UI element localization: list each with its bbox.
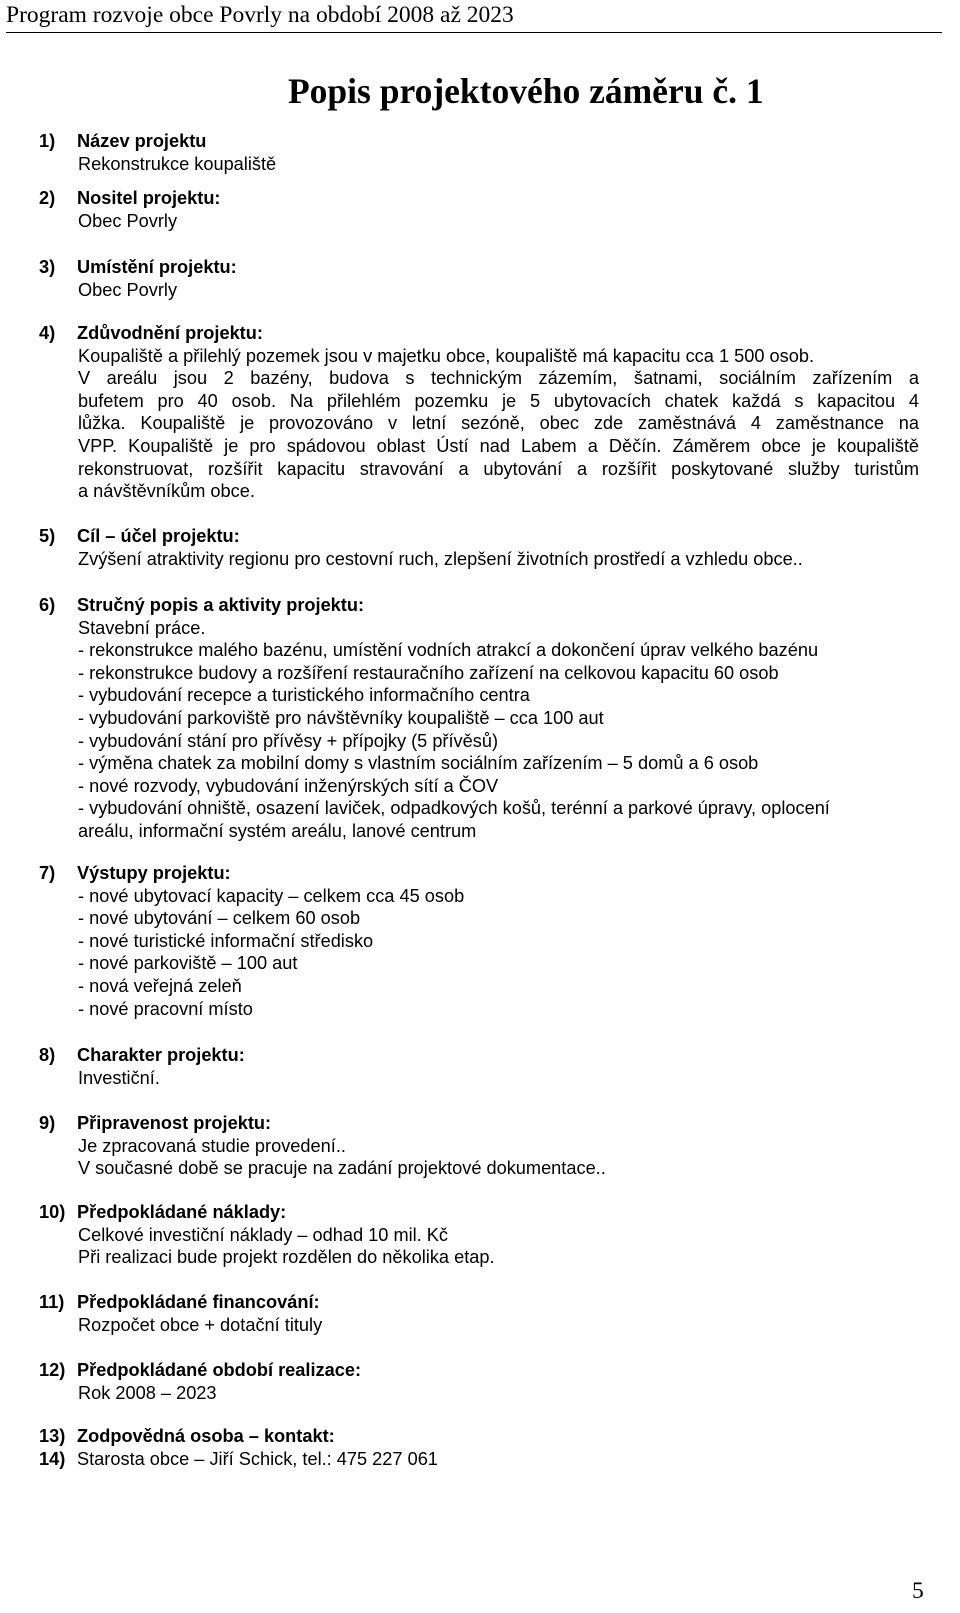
running-header: Program rozvoje obce Povrly na období 2008 až 2023: [6, 2, 514, 28]
list-item: - nové rozvody, vybudování inženýrských sítí a ČOV: [78, 775, 499, 796]
list-item: - vybudování recepce a turistického informačního centra: [78, 685, 530, 706]
body-line: rekonstruovat, rozšířit kapacitu stravování a ubytování a rozšířit poskytované služby turistům: [78, 458, 919, 479]
contact-text: Starosta obce – Jiří Schick, tel.: 475 227 061: [77, 1449, 438, 1469]
body-line: bufetem pro 40 osob. Na přilehlém pozemku je 5 ubytovacích chatek každá s kapacitou 4: [78, 390, 919, 411]
section-number: 3): [39, 257, 56, 277]
list-item: - rekonstrukce malého bazénu, umístění vodních atrakcí a dokončení úprav velkého bazénu: [78, 640, 819, 661]
section-number: 8): [39, 1045, 56, 1065]
body-line: Je zpracovaná studie provedení..: [78, 1135, 346, 1156]
section-number: 2): [39, 188, 56, 208]
list-item: - nové parkoviště – 100 aut: [78, 953, 298, 974]
section-3: [39, 256, 919, 301]
list-item: - nové turistické informační středisko: [78, 930, 374, 951]
section-4: [39, 322, 919, 503]
list-item: - vybudování ohniště, osazení laviček, odpadkových košů, terénní a parkové úpravy, oplocení: [78, 798, 830, 819]
section-heading: [39, 322, 919, 345]
section-heading: [39, 1291, 919, 1314]
section-body: [78, 1382, 919, 1405]
section-heading: [39, 187, 919, 210]
section-10: [39, 1201, 919, 1269]
section-title: Název projektu: [77, 131, 207, 151]
body-line: Obec Povrly: [78, 210, 178, 231]
section-number: 4): [39, 323, 56, 343]
body-line: Obec Povrly: [78, 279, 178, 300]
section-title: Cíl – účel projektu:: [77, 526, 240, 546]
body-line: Při realizaci bude projekt rozdělen do několika etap.: [78, 1247, 495, 1268]
page-number: 5: [912, 1578, 924, 1604]
section-title: Stručný popis a aktivity projektu:: [77, 595, 365, 615]
section-body: [78, 153, 919, 176]
list-item: - nová veřejná zeleň: [78, 975, 242, 996]
body-line: Celkové investiční náklady – odhad 10 mil. Kč: [78, 1224, 449, 1245]
list-item: - nové ubytovací kapacity – celkem cca 45 osob: [78, 885, 465, 906]
body-line: V areálu jsou 2 bazény, budova s technickým zázemím, šatnami, sociálním zařízením a: [78, 368, 919, 389]
list-item: areálu, informační systém areálu, lanové centrum: [78, 820, 477, 841]
section-12: [39, 1359, 919, 1404]
section-heading: [39, 1044, 919, 1067]
header-rule: [6, 32, 942, 33]
section-body: [78, 279, 919, 302]
section-title: Zdůvodnění projektu:: [77, 323, 263, 343]
section-title: Výstupy projektu:: [77, 863, 231, 883]
section-body: [78, 1067, 919, 1090]
section-title: Nositel projektu:: [77, 188, 221, 208]
section-body: [78, 885, 919, 1021]
list-item: - vybudování stání pro přívěsy + přípojky (5 přívěsů): [78, 730, 499, 751]
section-heading: [39, 256, 919, 279]
section-title: Připravenost projektu:: [77, 1113, 272, 1133]
section-8: [39, 1044, 919, 1089]
list-item: - vybudování parkoviště pro návštěvníky koupaliště – cca 100 aut: [78, 707, 604, 728]
section-body: [78, 1314, 919, 1337]
section-6: [39, 594, 919, 843]
body-line: Zvýšení atraktivity regionu pro cestovní ruch, zlepšení životních prostředí a vzhledu obce..: [78, 548, 803, 569]
body-line: Investiční.: [78, 1067, 160, 1088]
section-9: [39, 1112, 919, 1180]
body-line: Rok 2008 – 2023: [78, 1382, 217, 1403]
section-number: 11): [39, 1292, 65, 1312]
list-item: - nové pracovní místo: [78, 998, 253, 1019]
section-heading: [39, 525, 919, 548]
body-line: a návštěvníkům obce.: [78, 481, 255, 502]
section-body: [78, 548, 919, 571]
section-14: [39, 1448, 919, 1471]
section-body: [78, 210, 919, 233]
body-line: VPP. Koupaliště je pro spádovou oblast Ústí nad Labem a Děčín. Záměrem obce je koupaliště: [78, 435, 919, 456]
section-1: [39, 130, 919, 175]
section-title: Předpokládané období realizace:: [77, 1360, 362, 1380]
section-title: Předpokládané náklady:: [77, 1202, 287, 1222]
section-heading: [39, 862, 919, 885]
section-11: [39, 1291, 919, 1336]
section-number: 6): [39, 595, 56, 615]
body-line: lůžka. Koupaliště je provozováno v letní sezóně, obec zde zaměstnává 4 zaměstnance na: [78, 413, 919, 434]
section-heading: [39, 594, 919, 617]
list-item: - nové ubytování – celkem 60 osob: [78, 908, 361, 929]
section-number: 1): [39, 131, 56, 151]
section-number: 7): [39, 863, 56, 883]
section-body: [78, 1224, 919, 1269]
section-2: [39, 187, 919, 232]
section-number: 14): [39, 1449, 66, 1469]
body-line: Koupaliště a přilehlý pozemek jsou v majetku obce, koupaliště má kapacitu cca 1 500 osob.: [78, 345, 814, 366]
body-line: Stavební práce.: [78, 617, 206, 638]
body-line: V současné době se pracuje na zadání projektové dokumentace..: [78, 1158, 606, 1179]
section-body: [78, 345, 919, 503]
section-5: [39, 525, 919, 570]
list-item: - rekonstrukce budovy a rozšíření restauračního zařízení na celkovou kapacitu 60 osob: [78, 662, 779, 683]
section-heading: [39, 1359, 919, 1382]
section-heading: [39, 1448, 919, 1471]
section-number: 9): [39, 1113, 56, 1133]
section-heading: [39, 1425, 919, 1448]
section-heading: [39, 130, 919, 153]
section-body: [78, 617, 919, 843]
section-number: 12): [39, 1360, 66, 1380]
section-title: Předpokládané financování:: [77, 1292, 320, 1312]
section-7: [39, 862, 919, 1020]
body-line: Rekonstrukce koupaliště: [78, 153, 277, 174]
section-number: 5): [39, 526, 56, 546]
section-number: 10): [39, 1202, 66, 1222]
section-title: Umístění projektu:: [77, 257, 237, 277]
section-title: Charakter projektu:: [77, 1045, 245, 1065]
page-title: Popis projektového záměru č. 1: [288, 71, 764, 111]
section-number: 13): [39, 1426, 66, 1446]
list-item: - výměna chatek za mobilní domy s vlastním sociálním zařízením – 5 domů a 6 osob: [78, 753, 759, 774]
section-body: [78, 1135, 919, 1180]
body-line: Rozpočet obce + dotační tituly: [78, 1314, 323, 1335]
section-13: [39, 1425, 919, 1448]
section-title: Zodpovědná osoba – kontakt:: [77, 1426, 335, 1446]
section-heading: [39, 1201, 919, 1224]
section-heading: [39, 1112, 919, 1135]
